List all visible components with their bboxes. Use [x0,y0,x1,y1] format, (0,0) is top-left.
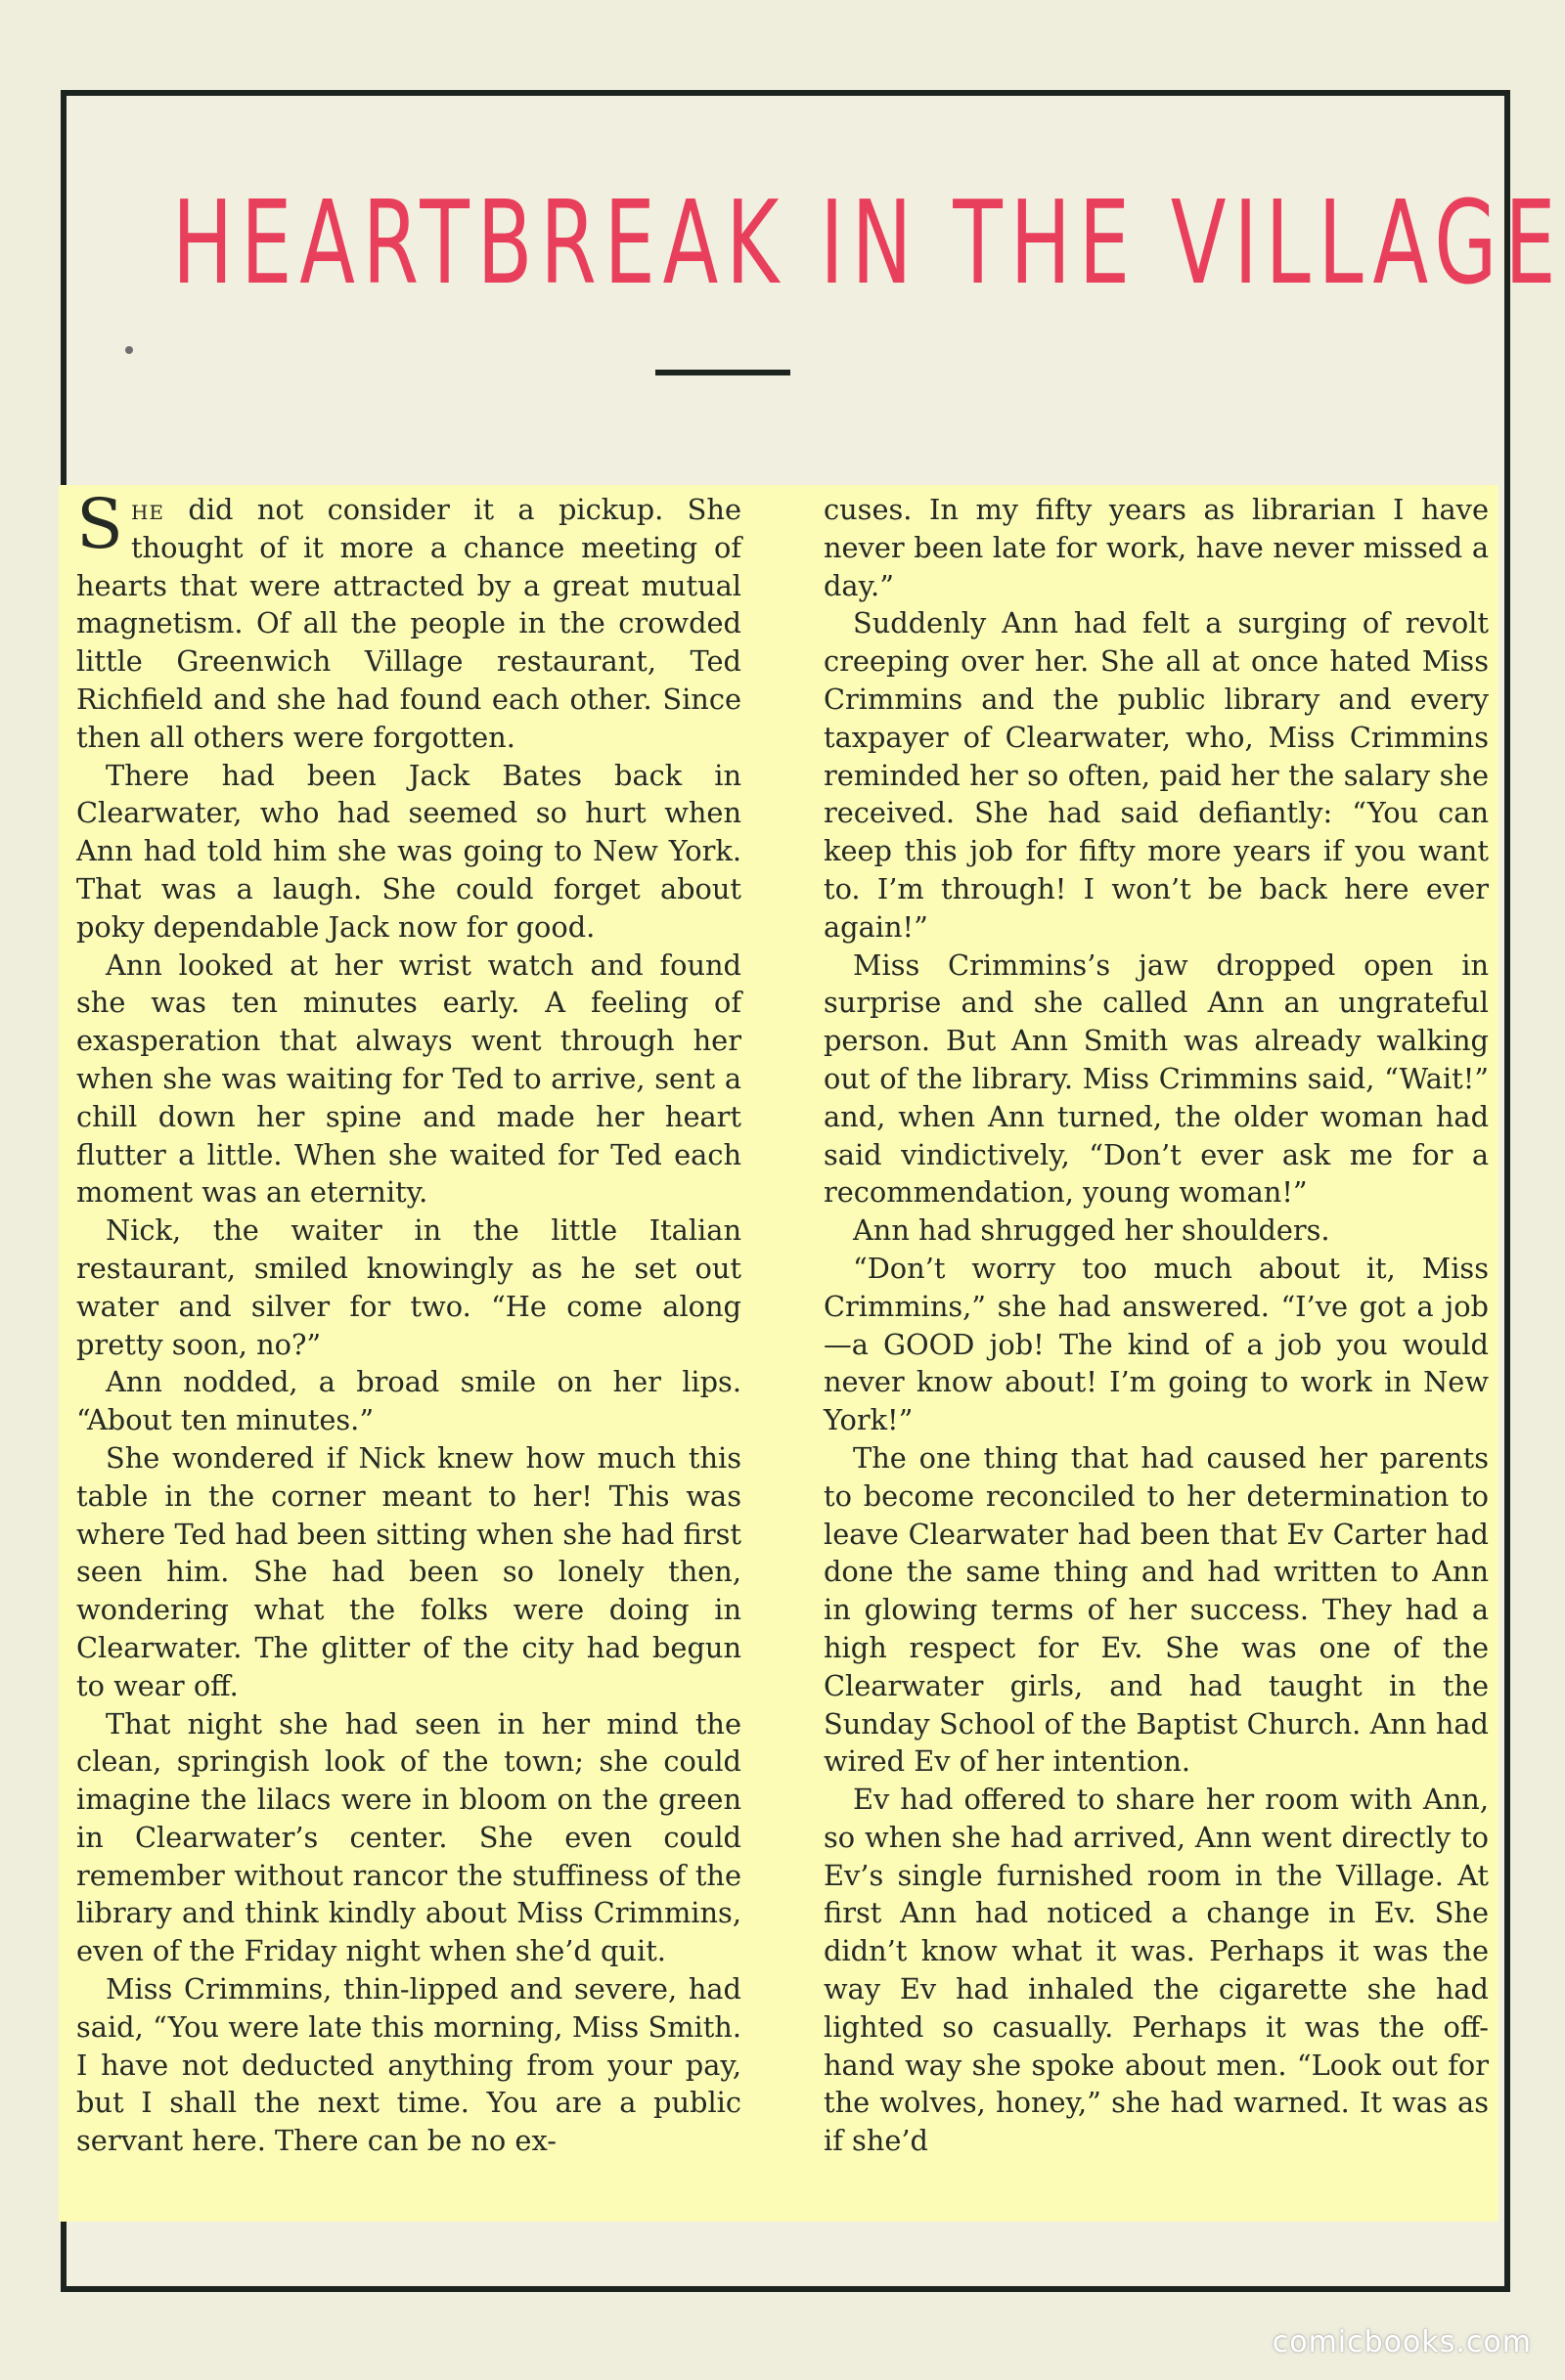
opening-paragraph [76,484,741,757]
title-divider [655,370,790,375]
drop-cap: S [76,484,123,564]
left-column [76,484,741,2160]
paragraph: Miss Crimmins, thin-lipped and severe, had said, “You were late this morning, Miss Smith. I have not deducted anything from your pay, but I shall the next time. You are a public servant here. There can be no ex- [76,1972,741,2158]
paragraph: That night she had seen in her mind the clean, springish look of the town; she could imagine the lilacs were in bloom on the green in Clearwater’s center. She even could remember without rancor the stuffiness of the library and think kindly about Miss Crimmins, even of the Friday night when she’d quit. [76,1706,741,1968]
paragraph: The one thing that had caused her parents to become reconciled to her determination to leave Clearwater had been that Ev Carter had done the same thing and had written to Ann in glowing terms of her success. They had a high respect for Ev. She was one of the Clearwater girls, and had taught in the Sunday School of the Baptist Church. Ann had wired Ev of her intention. [824,1440,1489,1779]
paragraph: “Don’t worry too much about it, Miss Crimmins,” she had answered. “I’ve got a job—a GOOD job! The kind of a job you would never know about! I’m going to work in New York!” [824,1251,1489,1437]
paragraph: Miss Crimmins’s jaw dropped open in surprise and she called Ann an ungrateful person. But Ann Smith was already walking out of the library. Miss Crimmins said, “Wait!” and, when Ann turned, the older woman had said vindictively, “Don’t ever ask me for a recommendation, young woman!” [824,948,1489,1210]
paragraph: cuses. In my fifty years as librarian I have never been late for work, have never missed a day.” [824,493,1489,602]
story-title: HEARTBREAK IN THE VILLAGE [172,175,1564,310]
paragraph: Ann nodded, a broad smile on her lips. “About ten minutes.” [76,1365,741,1437]
right-column [824,491,1489,2160]
story-text-area [59,485,1498,2222]
paragraph: Ev had offered to share her room with Ann, so when she had arrived, Ann went directly to Ev’s single furnished room in the Village. At first Ann had noticed a change in Ev. She didn’t know what it was. Perhaps it was the way Ev had inhaled the cigarette she had lighted so casually. Perhaps it was the off-hand way she spoke about men. “Look out for the wolves, honey,” she had warned. It was as if she’d [824,1783,1489,2158]
paragraph: Ann looked at her wrist watch and found she was ten minutes early. A feeling of exasperation that always went through her when she was waiting for Ted to arrive, sent a chill down her spine and made her heart flutter a little. When she waited for Ted each moment was an eternity. [76,948,741,1210]
paragraph: She wondered if Nick knew how much this table in the corner meant to her! This was where Ted had been sitting when she had first seen him. She had been so lonely then, wondering what the folks were doing in Clearwater. The glitter of the city had begun to wear off. [76,1440,741,1702]
paragraph: Suddenly Ann had felt a surging of revolt creeping over her. She all at once hated Miss Crimmins and the public library and every taxpayer of Clearwater, who, Miss Crimmins reminded her so often, paid her the salary she received. She had said defiantly: “You can keep this job for fifty more years if you want to. I’m through! I won’t be back here ever again!” [824,606,1489,944]
opening-text: did not consider it a pickup. She thought of it more a chance meeting of hearts that were attracted by a great mutual magnetism. Of all the people in the crowded little Greenwich Village restaurant, Ted Richfield and she had found each other. Since then all others were forgotten. [76,493,741,754]
paragraph: There had been Jack Bates back in Clearwater, who had seemed so hurt when Ann had told him she was going to New York. That was a laugh. She could forget about poky dependable Jack now for good. [76,758,741,944]
ink-speck [125,346,133,354]
paragraph: Nick, the waiter in the little Italian restaurant, smiled knowingly as he set out water and silver for two. “He come along pretty soon, no?” [76,1213,741,1361]
opening-smallcaps: he [130,493,165,526]
paragraph: Ann had shrugged her shoulders. [853,1213,1330,1248]
site-watermark: comicbooks.com [1272,2325,1532,2359]
